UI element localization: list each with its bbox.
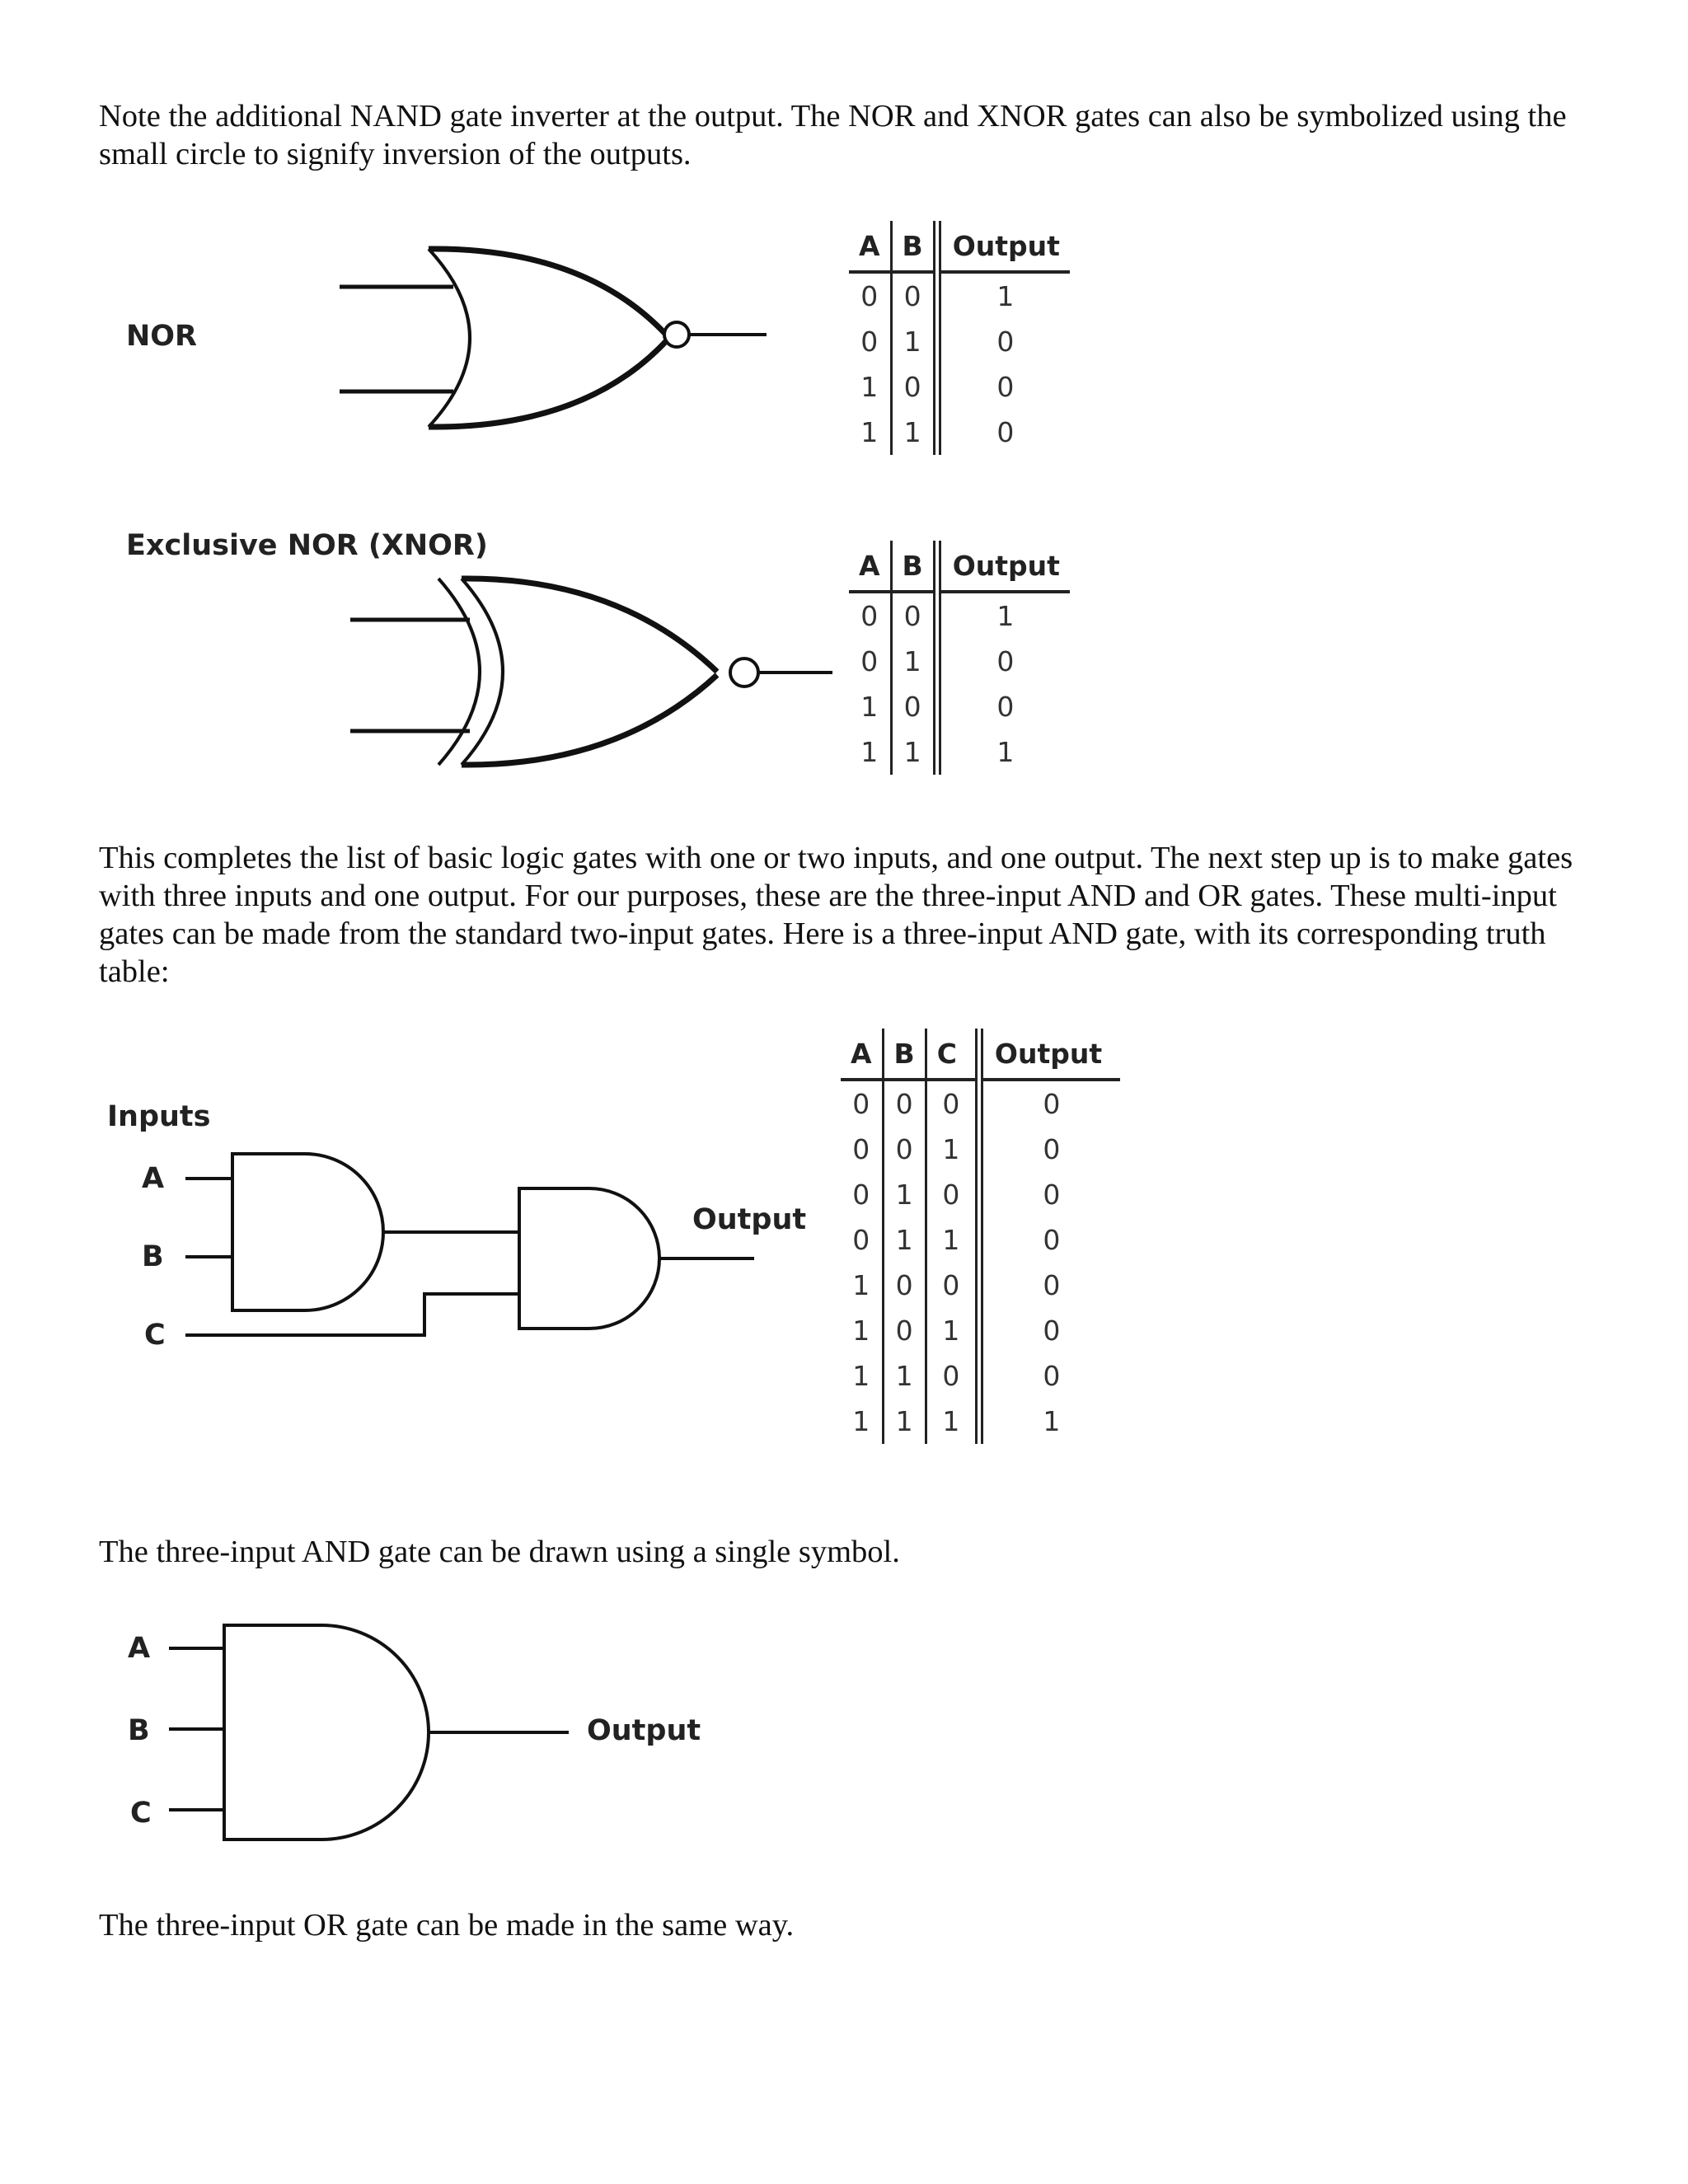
table-row: 1 0 1 0 (841, 1308, 1120, 1353)
table-row: 0 1 1 0 (841, 1217, 1120, 1263)
table-row: 1 1 0 (849, 410, 1070, 455)
nor-inversion-bubble (664, 322, 689, 347)
table-row: 1 1 1 (849, 729, 1070, 775)
inputs-label: Inputs (107, 1100, 211, 1133)
table-row: 0 1 0 (849, 319, 1070, 364)
single-and3-gate-symbol (165, 1615, 577, 1846)
nor-truth-table (849, 221, 1070, 455)
cascade-input-c-label: C (144, 1319, 166, 1352)
cascade-input-a-label: A (142, 1162, 165, 1195)
single-input-b-label: B (128, 1714, 150, 1747)
nor-header-output: Output (937, 221, 1070, 272)
table-row: 0 1 0 (849, 639, 1070, 684)
xnor-label: Exclusive NOR (XNOR) (126, 529, 488, 562)
nor-back-curve (429, 249, 470, 427)
second-and-gate-body (519, 1188, 659, 1329)
table-row: 0 0 1 (849, 272, 1070, 319)
and3-header-output: Output (979, 1029, 1120, 1080)
intro-paragraph: Note the additional NAND gate inverter at the output. The NOR and XNOR gates can also be symbolized using the small circle to signify inversion of the outputs. (99, 99, 1567, 171)
table-row: 1 0 0 (849, 684, 1070, 729)
cascade-input-c-wire (185, 1294, 519, 1335)
or-gate-paragraph: The three-input OR gate can be made in the same way. (99, 1908, 795, 1943)
nor-top-curve (429, 249, 668, 336)
xnor-header-a: A (849, 541, 891, 592)
xnor-header-output: Output (937, 541, 1070, 592)
cascade-output-label: Output (692, 1203, 807, 1236)
single-input-c-label: C (130, 1797, 152, 1830)
nor-label: NOR (126, 320, 197, 353)
nor-gate-symbol (330, 239, 791, 437)
first-and-gate-body (232, 1154, 383, 1310)
table-row: 0 0 1 0 (841, 1127, 1120, 1172)
table-row: 0 0 0 0 (841, 1080, 1120, 1127)
single-symbol-paragraph: The three-input AND gate can be drawn using a single symbol. (99, 1535, 900, 1569)
table-row: 1 0 0 0 (841, 1263, 1120, 1308)
and3-header-b: B (883, 1029, 926, 1080)
table-row: 1 0 0 (849, 364, 1070, 410)
single-output-label: Output (587, 1714, 701, 1747)
xnor-extra-curve (438, 579, 480, 765)
table-row: 0 1 0 0 (841, 1172, 1120, 1217)
table-row: 1 1 0 0 (841, 1353, 1120, 1399)
table-row: 1 1 1 1 (841, 1399, 1120, 1444)
xnor-truth-table (849, 541, 1070, 775)
xnor-header-b: B (891, 541, 937, 592)
nor-bottom-curve (429, 340, 668, 427)
xnor-gate-symbol (346, 569, 857, 771)
cascade-and-gates-symbol (181, 1146, 775, 1360)
single-input-a-label: A (128, 1632, 151, 1665)
and3-truth-table (841, 1029, 1120, 1444)
cascade-input-b-label: B (142, 1240, 164, 1273)
single-and3-gate-body (224, 1625, 429, 1840)
xnor-back-curve (462, 579, 503, 765)
xnor-inversion-bubble (730, 658, 758, 687)
nor-header-a: A (849, 221, 891, 272)
xnor-top-curve (462, 579, 717, 672)
nor-header-b: B (891, 221, 937, 272)
three-input-intro-paragraph: This completes the list of basic logic gates with one or two inputs, and one output. The next step up is to make gates with three inputs and one output. For our purposes, these are the three-input AND and OR gates. These multi-input gates can be made from the standard two-input gates. Here is a three-input AND gate, with its corresponding truth table: (99, 841, 1573, 989)
and3-header-c: C (926, 1029, 979, 1080)
table-row: 0 0 1 (849, 592, 1070, 639)
and3-header-a: A (841, 1029, 883, 1080)
